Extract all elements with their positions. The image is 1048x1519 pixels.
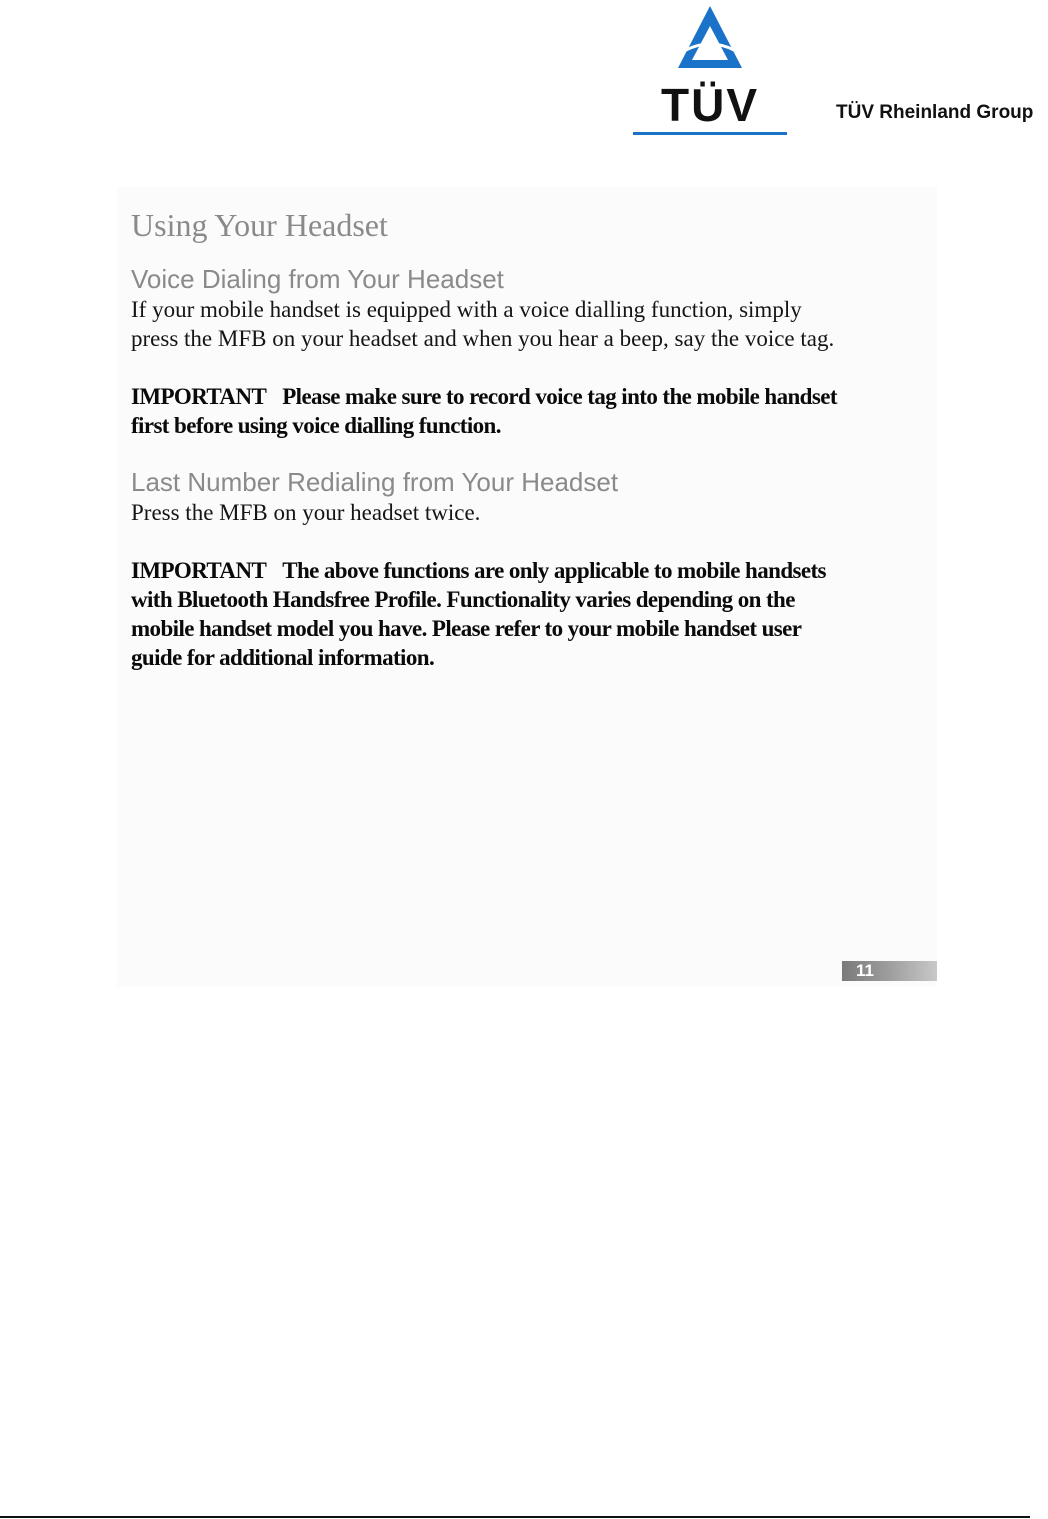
important-label: IMPORTANT [131, 384, 267, 409]
section-body-voice-dialing: If your mobile handset is equipped with a voice dialling function, simply press the MFB on your headset and when you hear a beep, say the voice tag. [131, 297, 835, 351]
tuv-triangle-icon [672, 2, 748, 74]
page-number-bar [842, 961, 937, 981]
section-body-last-number-redial: Press the MFB on your headset twice. [131, 500, 481, 525]
group-name: TÜV Rheinland Group [836, 102, 1034, 123]
page-content [131, 205, 851, 672]
logo-underline [633, 132, 787, 135]
footer-divider [0, 1516, 1030, 1518]
important-text: The above functions are only applicable to mobile handsets with Bluetooth Handsfree Profile. Functionality varies depending on the mobile handset model you have. Please refer to your mobile handset user guide for additional information. [131, 558, 826, 670]
important-text: Please make sure to record voice tag into the mobile handset first before using voice dialling function. [131, 384, 837, 438]
tuv-logo [632, 2, 788, 136]
important-note-functions [131, 556, 851, 672]
page-title: Using Your Headset [131, 207, 388, 243]
logo-wordmark: TÜV [661, 79, 759, 131]
page-number: 11 [856, 961, 874, 980]
section-heading-voice-dialing: Voice Dialing from Your Headset [131, 264, 504, 294]
important-note-voice-dialing [131, 382, 851, 440]
important-label: IMPORTANT [131, 558, 267, 583]
section-heading-last-number-redial: Last Number Redialing from Your Headset [131, 467, 619, 497]
